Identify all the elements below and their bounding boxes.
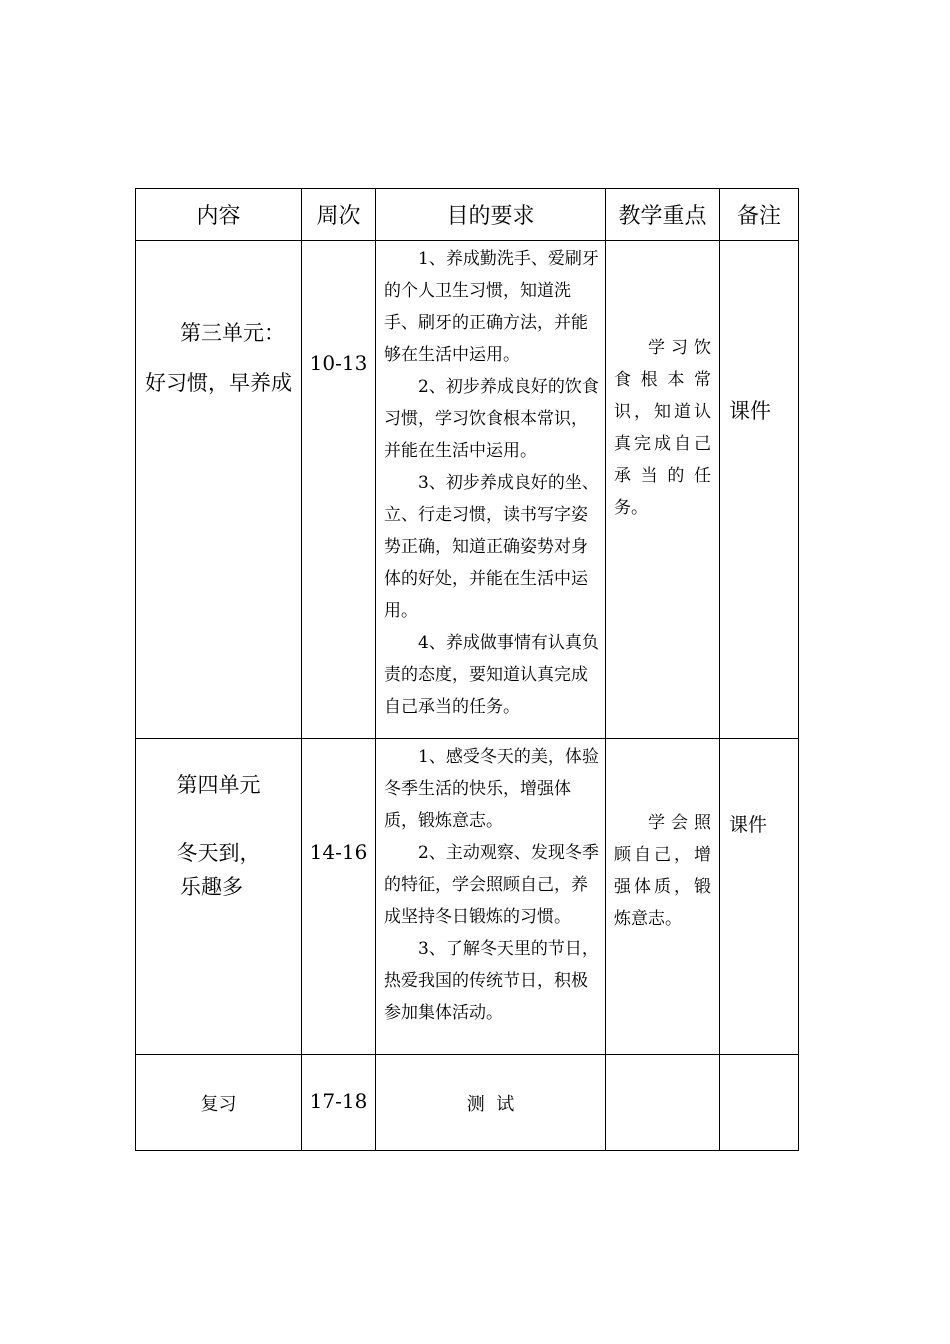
goals-cell	[376, 241, 606, 739]
goal-item: 3、初步养成良好的坐、立、行走习惯，读书写字姿势正确，知道正确姿势对身体的好处，并能在生活中运用。	[384, 473, 599, 621]
content-cell	[136, 1055, 302, 1151]
unit-subtitle: 冬天到，	[176, 841, 261, 865]
key-points-cell	[606, 1055, 720, 1151]
goals-list	[384, 243, 599, 723]
remark-cell	[720, 1055, 799, 1151]
header-goals: 目的要求	[376, 189, 606, 241]
goal-item: 4、养成做事情有认真负责的态度，要知道认真完成自己承当的任务。	[384, 633, 599, 717]
weeks-value: 10-13	[309, 351, 368, 375]
key-points-cell	[606, 739, 720, 1055]
header-row	[136, 189, 799, 241]
goal-item: 2、初步养成良好的饮食习惯，学习饮食根本常识，并能在生活中运用。	[384, 377, 599, 461]
weeks-cell	[302, 241, 376, 739]
schedule-table	[135, 188, 799, 1151]
header-remark: 备注	[720, 189, 799, 241]
table-row	[136, 241, 799, 739]
table-row	[136, 1055, 799, 1151]
header-content: 内容	[136, 189, 302, 241]
remark-text: 课件	[729, 399, 771, 423]
remark-text: 课件	[729, 814, 768, 836]
goal-item: 1、感受冬天的美，体验冬季生活的快乐，增强体质，锻炼意志。	[384, 747, 599, 831]
header-key-points: 教学重点	[606, 189, 720, 241]
remark-cell	[720, 739, 799, 1055]
goal-item: 3、了解冬天里的节日，热爱我国的传统节日，积极参加集体活动。	[384, 939, 599, 1023]
remark-cell	[720, 241, 799, 739]
weeks-value: 17-18	[309, 1089, 368, 1113]
unit-title: 复习	[200, 1094, 237, 1115]
weeks-cell	[302, 739, 376, 1055]
weeks-cell	[302, 1055, 376, 1151]
goal-item: 1、养成勤洗手、爱刷牙的个人卫生习惯，知道洗手、刷牙的正确方法，并能够在生活中运用。	[384, 249, 599, 365]
content-cell	[136, 739, 302, 1055]
key-points-text: 学习饮食根本常识，知道认真完成自己承当的任务。	[614, 338, 711, 518]
goal-item: 2、主动观察、发现冬季的特征，学会照顾自己，养成坚持冬日锻炼的习惯。	[384, 843, 599, 927]
unit-title: 第四单元	[176, 773, 261, 797]
header-weeks: 周次	[302, 189, 376, 241]
table-row	[136, 739, 799, 1055]
goals-list	[384, 741, 599, 1029]
unit-title: 第三单元：	[180, 321, 285, 345]
unit-subtitle-2: 乐趣多	[180, 875, 243, 899]
unit-subtitle: 好习惯，早养成	[145, 371, 292, 395]
goal-item: 测 试	[466, 1094, 515, 1115]
goals-cell	[376, 739, 606, 1055]
weeks-value: 14-16	[309, 840, 368, 864]
key-points-cell	[606, 241, 720, 739]
content-cell	[136, 241, 302, 739]
key-points-text: 学会照顾自己，增强体质，锻炼意志。	[614, 813, 711, 929]
goals-cell	[376, 1055, 606, 1151]
